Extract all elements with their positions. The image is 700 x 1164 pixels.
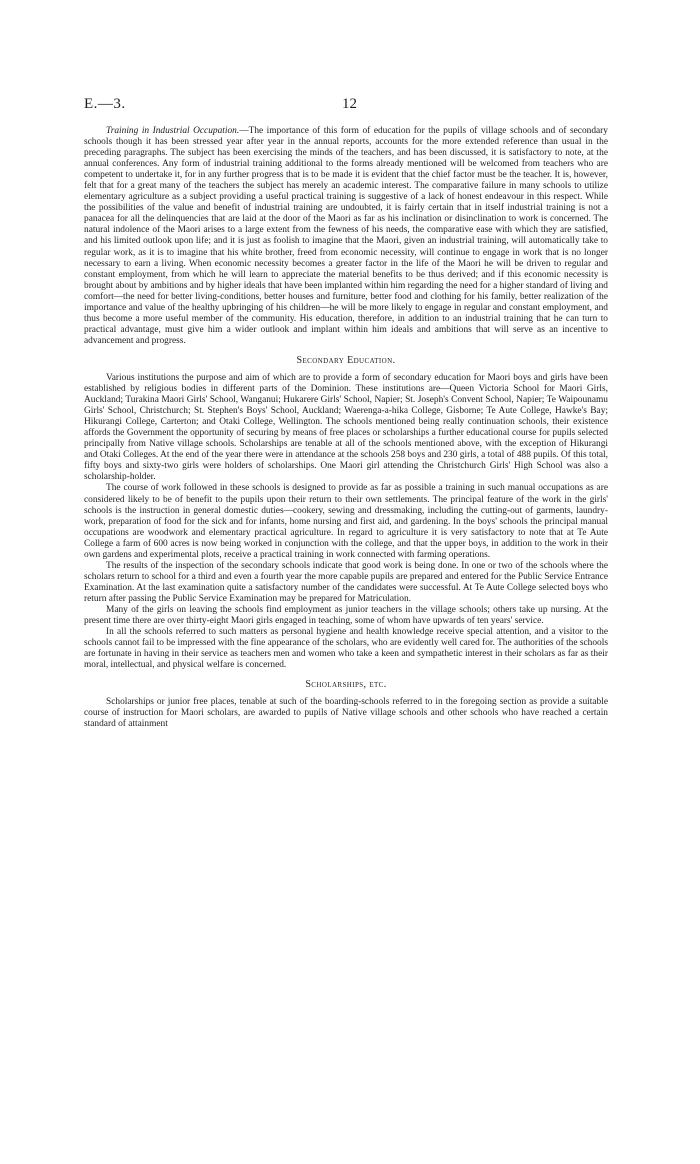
secondary-paragraph: The results of the inspection of the secondary schools indicate that good work is being done. In one or two of the schools where the scholars return to school for a third and even a fourth year the more capable pupils are prepared and entered for the Public Service Entrance Examination. At the last examination quite a satisfactory number of the candidates were successful. At Te Aute College selected boys who return after passing the Public Service Examination may be prepared for Matriculation.	[84, 560, 608, 604]
page-header	[84, 96, 608, 116]
secondary-paragraph: In all the schools referred to such matters as personal hygiene and health knowledge receive special attention, and a visitor to the schools cannot fail to be impressed with the fine appearance of the scholars, who are evidently well cared for. The authorities of the schools are fortunate in having in their service as teachers men and women who take a keen and sympathetic interest in their scholars as far as their moral, intellectual, and physical welfare is concerned.	[84, 627, 608, 671]
training-paragraph	[84, 126, 608, 347]
section-heading-scholarships: Scholarships, etc.	[305, 679, 387, 691]
document-page	[84, 96, 608, 730]
training-text: —The importance of this form of education for the pupils of village schools and of secondary schools though it has been stressed year after year in the annual reports, accounts for the more extended reference than usual in the preceding paragraphs. The subject has been exercising the minds of the teachers, and has been discussed, it is satisfactory to note, at the annual conferences. Any form of industrial training additional to the forms already mentioned will be welcomed from teachers who are competent to undertake it, for in any further progress that is to be made it is evident that the chief factor must be the teacher. It is, however, felt that for a great many of the teachers the subject has merely an academic interest. The comparative failure in many schools to utilize elementary agriculture as a subject providing a useful practical training is suggestive of a lack of honest endeavour in this respect. While the possibilities of the value and benefit of industrial training are undoubted, it is fairly certain that in itself industrial training is not a panacea for all the delinquencies that are laid at the door of the Maori as far as his inclination or disinclination to work is concerned. The natural indolence of the Maori arises to a large extent from the fewness of his needs, the comparative ease with which they are satisfied, and his limited outlook upon life; and it is just as foolish to imagine that the Maori, given an industrial training, will automatically take to regular work, as it is to imagine that his white brother, freed from economic necessity, will continue to engage in work that is no longer necessary to earn a living. When economic necessity becomes a greater factor in the life of the Maori he will be driven to regular and constant employment, from which he will learn to appreciate the material benefits to be thus derived; and if this economic necessity is brought about by ambitions and by higher ideals that have been implanted within him regarding the need for a higher standard of living and comfort—the need for better living-conditions, better houses and furniture, better food and clothing for his family, better realization of the importance and value of the healthy upbringing of his children—he will be more likely to engage in regular and constant employment, and thus become a more useful member of the community. His education, therefore, in addition to an industrial training that he can turn to practical advantage, must give him a wider outlook and implant within him ideals and ambitions that will serve as an incentive to advancement and progress.	[84, 126, 608, 346]
secondary-paragraph: Many of the girls on leaving the schools find employment as junior teachers in the village schools; others take up nursing. At the present time there are over thirty-eight Maori girls engaged in teaching, some of whom have upwards of ten years' service.	[84, 604, 608, 627]
section-heading-secondary-education: Secondary Education.	[296, 354, 396, 366]
scholarships-paragraph: Scholarships or junior free places, tenable at such of the boarding-schools referred to in the foregoing section as provide a suitable course of instruction for Maori scholars, are awarded to pupils of Native village schools and other schools who have reached a certain standard of attainment	[84, 697, 608, 730]
document-reference: E.—3.	[84, 96, 126, 112]
secondary-paragraph: The course of work followed in these schools is designed to provide as far as possible a training in such manual occupations as are considered likely to be of benefit to the pupils upon their return to their own settlements. The principal feature of the work in the girls' schools is the instruction in general domestic duties—cookery, sewing and dressmaking, including the cutting-out of garments, laundry-work, preparation of food for the sick and for infants, home nursing and first aid, and gardening. In the boys' schools the principal manual occupations are woodwork and elementary practical agriculture. In regard to agriculture it is very satisfactory to note that at Te Aute College a farm of 600 acres is now being worked in conjunction with the college, and that the upper boys, in addition to the work in their own gardens and experimental plots, receive a practical training in work connected with farming operations.	[84, 483, 608, 560]
page-number: 12	[342, 96, 357, 112]
training-runin-heading: Training in Industrial Occupation.	[106, 126, 240, 136]
secondary-paragraph: Various institutions the purpose and aim of which are to provide a form of secondary education for Maori boys and girls have been established by religious bodies in different parts of the Dominion. These institutions are—Queen Victoria School for Maori Girls, Auckland; Turakina Maori Girls' School, Wanganui; Hukarere Girls' School, Napier; St. Joseph's Convent School, Napier; Te Waipounamu Girls' School, Christchurch; St. Stephen's Boys' School, Auckland; Waerenga-a-hika College, Gisborne; Te Aute College, Hawke's Bay; Hikurangi College, Carterton; and Otaki College, Wellington. The schools mentioned being really continuation schools, their existence affords the Government the opportunity of securing by means of free places or scholarships a further educational course for pupils selected principally from Native village schools. Scholarships are tenable at all of the schools mentioned above, with the exception of Hikurangi and Otaki Colleges. At the end of the year there were in attendance at the schools 258 boys and 230 girls, a total of 488 pupils. Of this total, fifty boys and sixty-two girls were holders of scholarships. One Maori girl attending the Christchurch Girls' High School was also a scholarship-holder.	[84, 372, 608, 483]
page-body	[84, 126, 608, 730]
